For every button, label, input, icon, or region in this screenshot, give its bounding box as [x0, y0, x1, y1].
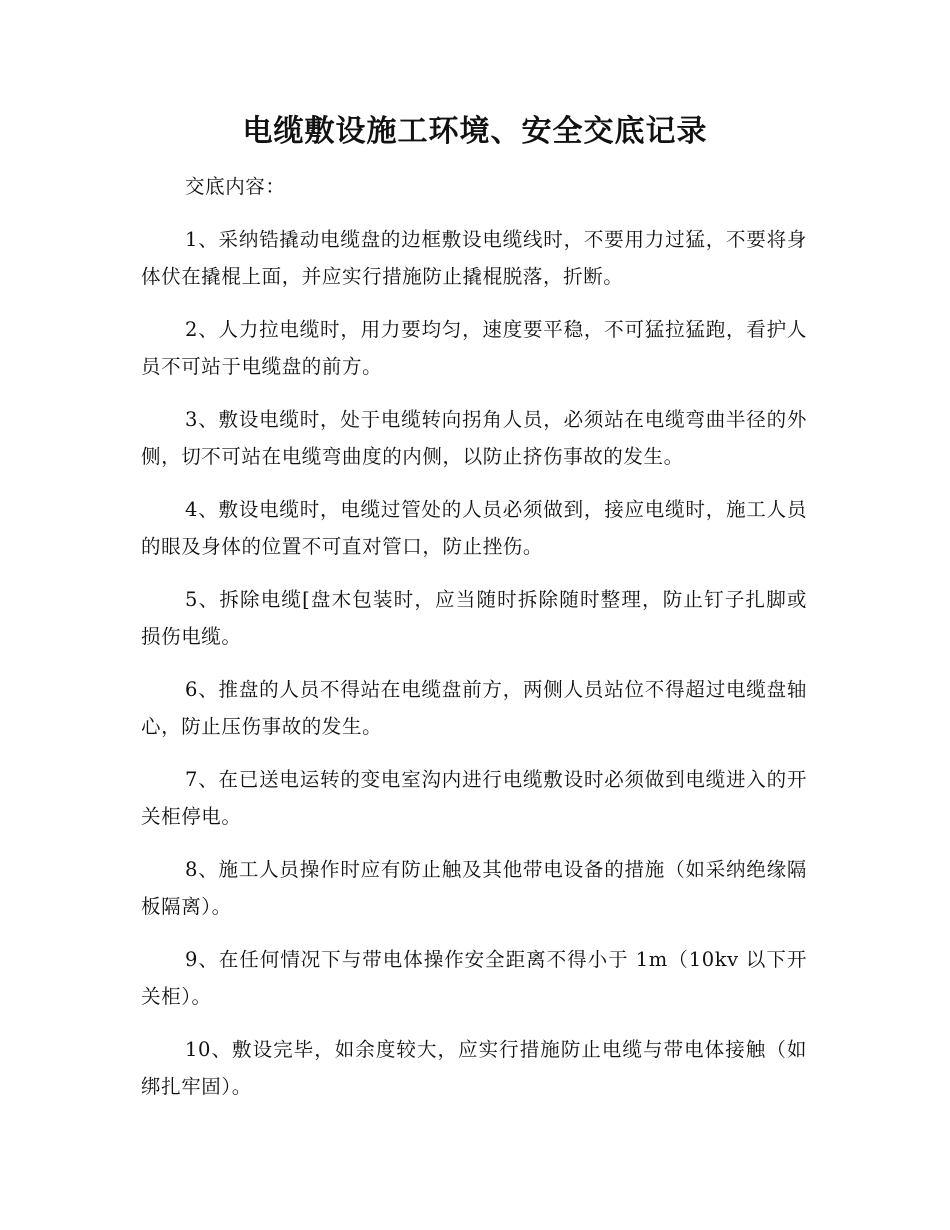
- list-item: [141, 761, 807, 835]
- item-number: 5、: [185, 588, 220, 611]
- item-text: 人力拉电缆时，用力要均匀，速度要平稳，不可猛拉猛跑，看护人员不可站于电缆盘的前方。: [141, 318, 808, 378]
- item-text: 采纳锆撬动电缆盘的边框敷设电缆线时，不要用力过猛，不要将身体伏在撬棍上面，并应实行措施防止撬棍脱落，折断。: [141, 228, 808, 288]
- item-number: 4、: [185, 498, 219, 521]
- item-number: 6、: [185, 678, 219, 701]
- list-item: [141, 851, 807, 925]
- item-number: 2、: [185, 318, 219, 341]
- item-number: 8、: [185, 858, 219, 881]
- item-text: 在已送电运转的变电室沟内进行电缆敷设时必须做到电缆进入的开关柜停电。: [141, 768, 808, 828]
- item-text: 拆除电缆[盘木包装时，应当随时拆除随时整理，防止钉子扎脚或损伤电缆。: [141, 588, 808, 648]
- item-number: 1、: [185, 228, 219, 251]
- list-item: [141, 671, 807, 745]
- item-number: 7、: [185, 768, 219, 791]
- item-text: 在任何情况下与带电体操作安全距离不得小于 1m（10kv 以下开关柜）。: [141, 948, 807, 1008]
- item-text: 敷设完毕，如余度较大，应实行措施防止电缆与带电体接触（如绑扎牢固）。: [141, 1038, 807, 1098]
- item-text: 敷设电缆时，处于电缆转向拐角人员，必须站在电缆弯曲半径的外侧，切不可站在电缆弯曲度的内侧，以防止挤伤事故的发生。: [141, 408, 808, 468]
- item-text: 施工人员操作时应有防止触及其他带电设备的措施（如采纳绝缘隔板隔离）。: [141, 858, 808, 918]
- item-text: 敷设电缆时，电缆过管处的人员必须做到，接应电缆时，施工人员的眼及身体的位置不可直对管口，防止挫伤。: [141, 498, 808, 558]
- item-text: 推盘的人员不得站在电缆盘前方，两侧人员站位不得超过电缆盘轴心，防止压伤事故的发生。: [141, 678, 808, 738]
- item-number: 3、: [185, 408, 219, 431]
- document-title: 电缆敷设施工环境、安全交底记录: [242, 114, 708, 149]
- intro-label: 交底内容：: [185, 175, 286, 198]
- list-item: [141, 311, 807, 385]
- list-item: [141, 581, 807, 655]
- item-number: 10、: [185, 1038, 233, 1061]
- list-item: [141, 1031, 807, 1105]
- list-item: [141, 491, 807, 565]
- item-number: 9、: [185, 948, 219, 971]
- list-item: [141, 941, 807, 1015]
- document-body: [141, 168, 807, 1121]
- list-item: [141, 221, 807, 295]
- list-item: [141, 401, 807, 475]
